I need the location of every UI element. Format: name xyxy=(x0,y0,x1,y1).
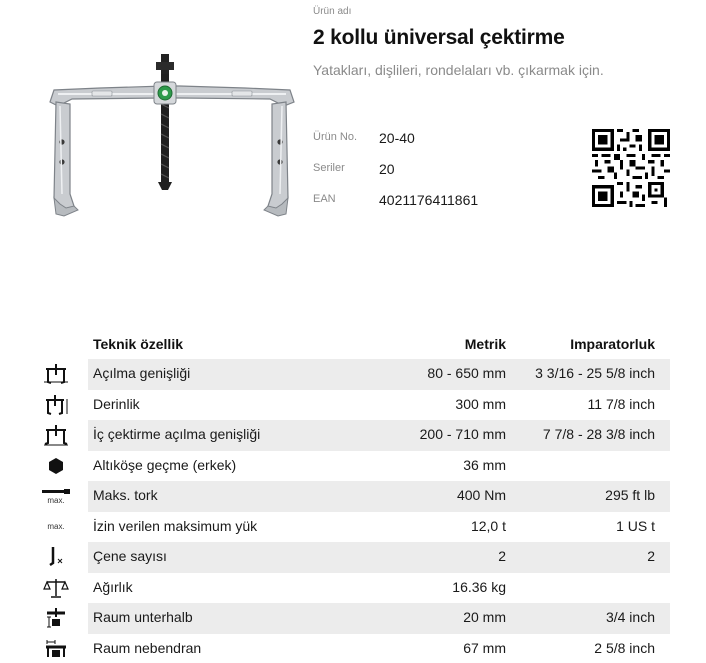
spec-name: Derinlik xyxy=(93,395,140,412)
spec-imperial: 2 5/8 inch xyxy=(594,639,655,656)
product-subtitle: Yatakları, dişlileri, rondelaları vb. çıkarmak için. xyxy=(313,62,604,78)
spec-name: İzin verilen maksimum yük xyxy=(93,517,258,534)
spec-metric: 16.36 kg xyxy=(452,578,506,595)
table-row xyxy=(0,512,706,543)
meta-label-ean: EAN xyxy=(313,193,336,205)
product-name-label: Ürün adı xyxy=(313,6,352,17)
spec-metric: 67 mm xyxy=(463,639,506,656)
table-row xyxy=(0,573,706,604)
table-row xyxy=(0,390,706,421)
meta-value-series: 20 xyxy=(379,161,395,177)
max-label: max. xyxy=(47,522,65,531)
puller-product-image xyxy=(40,44,302,224)
header-imperial: Imparatorluk xyxy=(570,336,655,352)
spec-name: Ağırlık xyxy=(93,578,133,595)
spec-metric: 80 - 650 mm xyxy=(427,365,506,381)
table-row xyxy=(0,451,706,482)
spec-metric: 36 mm xyxy=(463,456,506,473)
jaw-count-icon xyxy=(40,545,72,569)
max-label: max. xyxy=(47,495,65,505)
hexagon-icon xyxy=(40,454,72,478)
spec-name: Raum unterhalb xyxy=(93,609,193,625)
meta-value-ean: 4021176411861 xyxy=(379,192,479,208)
table-row xyxy=(0,481,706,512)
header-feature: Teknik özellik xyxy=(93,336,183,352)
spec-imperial: 3/4 inch xyxy=(605,609,655,625)
spec-metric: 200 - 710 mm xyxy=(419,426,506,442)
spec-name: Raum nebendran xyxy=(93,639,202,656)
table-row xyxy=(0,542,706,573)
qr-code-icon xyxy=(592,128,670,208)
spec-metric: 20 mm xyxy=(463,609,506,625)
spec-imperial: 295 ft lb xyxy=(605,487,655,503)
spec-name: Maks. tork xyxy=(93,487,158,503)
table-row xyxy=(0,603,706,634)
clearance-side-icon xyxy=(40,637,72,661)
spec-metric: 12,0 t xyxy=(470,517,506,534)
meta-label-product-no: Ürün No. xyxy=(313,131,358,143)
header-metric: Metrik xyxy=(464,336,506,352)
table-row xyxy=(0,359,706,390)
scale-icon xyxy=(40,576,72,600)
spec-imperial: 1 US t xyxy=(616,517,655,534)
product-title: 2 kollu üniversal çektirme xyxy=(313,26,565,49)
spec-imperial: 3 3/16 - 25 5/8 inch xyxy=(535,365,655,381)
spec-name: Çene sayısı xyxy=(93,548,167,564)
spec-table-header xyxy=(0,330,706,358)
clearance-below-icon xyxy=(40,606,72,630)
max-load-icon xyxy=(40,515,72,539)
meta-value-product-no: 20-40 xyxy=(379,130,415,146)
inner-pull-width-icon xyxy=(40,423,72,447)
table-row xyxy=(0,634,706,663)
depth-icon xyxy=(40,393,72,417)
spec-imperial: 2 xyxy=(647,548,655,564)
spec-name: İç çektirme açılma genişliği xyxy=(93,426,261,442)
spec-name: Altıköşe geçme (erkek) xyxy=(93,456,237,473)
spec-metric: 300 mm xyxy=(455,395,506,412)
max-torque-icon xyxy=(40,484,72,508)
meta-label-series: Seriler xyxy=(313,162,345,174)
spec-metric: 400 Nm xyxy=(456,487,506,503)
spec-name: Açılma genişliği xyxy=(93,365,191,381)
spec-imperial: 11 7/8 inch xyxy=(587,395,655,412)
spec-metric: 2 xyxy=(498,548,506,564)
table-row xyxy=(0,420,706,451)
spec-imperial: 7 7/8 - 28 3/8 inch xyxy=(542,426,655,442)
opening-width-icon xyxy=(40,362,72,386)
